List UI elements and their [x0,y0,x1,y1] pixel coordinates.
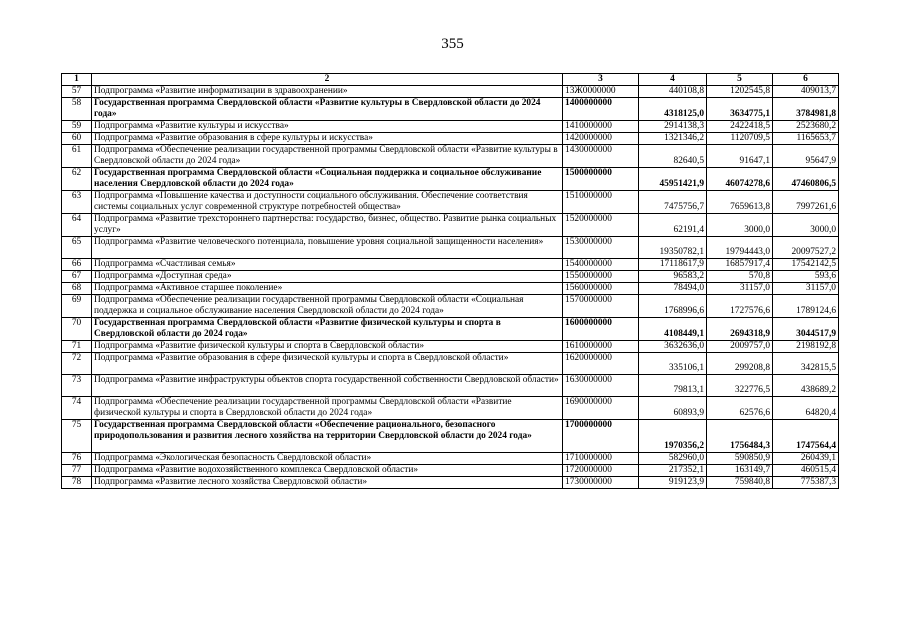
header-cell: 2 [92,74,563,86]
header-cell: 1 [62,74,92,86]
row-number: 63 [62,191,92,214]
row-name: Подпрограмма «Доступная среда» [92,271,563,283]
row-value-col4: 45951421,9 [639,168,707,191]
row-value-col6: 409013,7 [773,86,839,98]
header-cell: 6 [773,74,839,86]
row-value-col4: 919123,9 [639,477,707,489]
table-row [62,453,839,465]
row-code: 1550000000 [563,271,639,283]
row-value-col6: 64820,4 [773,397,839,420]
row-value-col4: 1321346,2 [639,133,707,145]
row-code: 13Ж0000000 [563,86,639,98]
row-value-col6: 438689,2 [773,375,839,397]
row-name: Подпрограмма «Развитие инфраструктуры объектов спорта государственной собственности Свердловской области» [92,375,563,397]
row-value-col5: 1202545,8 [707,86,773,98]
row-value-col4: 217352,1 [639,465,707,477]
row-value-col6: 1165653,7 [773,133,839,145]
row-value-col4: 96583,2 [639,271,707,283]
row-name: Подпрограмма «Развитие человеческого потенциала, повышение уровня социальной защищенности населения» [92,237,563,259]
row-value-col5: 570,8 [707,271,773,283]
row-value-col6: 775387,3 [773,477,839,489]
row-name: Государственная программа Свердловской области «Развитие физической культуры и спорта в Свердловской области до 2024 года» [92,318,563,341]
row-value-col5: 3634775,1 [707,98,773,121]
row-value-col5: 7659613,8 [707,191,773,214]
row-code: 1560000000 [563,283,639,295]
row-value-col6: 2523680,2 [773,121,839,133]
table-row [62,295,839,318]
row-name: Подпрограмма «Развитие трехстороннего партнерства: государство, бизнес, общество. Развитие рынка социальных услуг» [92,214,563,237]
table-row [62,86,839,98]
row-number: 76 [62,453,92,465]
row-value-col4: 440108,8 [639,86,707,98]
row-value-col4: 4318125,0 [639,98,707,121]
table-row [62,259,839,271]
row-value-col4: 82640,5 [639,145,707,168]
row-name: Государственная программа Свердловской области «Развитие культуры в Свердловской области до 2024 года» [92,98,563,121]
row-value-col6: 7997261,6 [773,191,839,214]
table-row [62,271,839,283]
row-value-col6: 342815,5 [773,353,839,375]
row-number: 60 [62,133,92,145]
row-value-col6: 1789124,6 [773,295,839,318]
row-name: Подпрограмма «Обеспечение реализации государственной программы Свердловской области «Развитие физической культуры и спорта в Свердловской области до 2024 года» [92,397,563,420]
row-value-col4: 7475756,7 [639,191,707,214]
row-number: 67 [62,271,92,283]
row-code: 1700000000 [563,420,639,453]
table-row [62,465,839,477]
table-row [62,121,839,133]
row-value-col4: 1970356,2 [639,420,707,453]
table-row [62,477,839,489]
row-name: Подпрограмма «Развитие информатизации в здравоохранении» [92,86,563,98]
row-number: 74 [62,397,92,420]
table-header-row [62,74,839,86]
row-name: Подпрограмма «Повышение качества и доступности социального обслуживания. Обеспечение соответствия системы социальных услуг современной структуре потребностей общества» [92,191,563,214]
row-code: 1690000000 [563,397,639,420]
row-number: 57 [62,86,92,98]
row-name: Подпрограмма «Развитие образования в сфере культуры и искусства» [92,133,563,145]
row-value-col6: 3044517,9 [773,318,839,341]
row-code: 1510000000 [563,191,639,214]
table-row [62,214,839,237]
row-value-col6: 1747564,4 [773,420,839,453]
row-name: Подпрограмма «Обеспечение реализации государственной программы Свердловской области «Социальная поддержка и социальное обслуживание населения Свердловской области до 2024 года» [92,295,563,318]
row-value-col5: 46074278,6 [707,168,773,191]
row-value-col5: 163149,7 [707,465,773,477]
row-value-col5: 19794443,0 [707,237,773,259]
row-number: 62 [62,168,92,191]
row-number: 77 [62,465,92,477]
row-name: Подпрограмма «Экологическая безопасность Свердловской области» [92,453,563,465]
table-row [62,318,839,341]
row-name: Подпрограмма «Счастливая семья» [92,259,563,271]
row-number: 65 [62,237,92,259]
table-row [62,341,839,353]
row-value-col6: 17542142,5 [773,259,839,271]
page-number: 355 [441,36,464,52]
row-code: 1730000000 [563,477,639,489]
row-code: 1420000000 [563,133,639,145]
row-name: Подпрограмма «Развитие физической культуры и спорта в Свердловской области» [92,341,563,353]
row-value-col4: 3632636,0 [639,341,707,353]
row-value-col5: 3000,0 [707,214,773,237]
header-cell: 4 [639,74,707,86]
header-cell: 5 [707,74,773,86]
table-row [62,283,839,295]
row-number: 71 [62,341,92,353]
row-value-col5: 16857917,4 [707,259,773,271]
row-value-col5: 1727576,6 [707,295,773,318]
row-value-col4: 79813,1 [639,375,707,397]
row-value-col5: 1756484,3 [707,420,773,453]
row-name: Подпрограмма «Развитие лесного хозяйства Свердловской области» [92,477,563,489]
row-code: 1410000000 [563,121,639,133]
row-code: 1630000000 [563,375,639,397]
row-value-col4: 4108449,1 [639,318,707,341]
row-value-col4: 62191,4 [639,214,707,237]
row-value-col6: 2198192,8 [773,341,839,353]
row-code: 1430000000 [563,145,639,168]
table-row [62,145,839,168]
row-code: 1530000000 [563,237,639,259]
row-value-col5: 299208,8 [707,353,773,375]
row-number: 69 [62,295,92,318]
row-number: 73 [62,375,92,397]
row-code: 1520000000 [563,214,639,237]
row-number: 58 [62,98,92,121]
row-value-col5: 91647,1 [707,145,773,168]
table-row [62,133,839,145]
table-row [62,191,839,214]
table-row [62,375,839,397]
row-value-col5: 2009757,0 [707,341,773,353]
row-value-col5: 322776,5 [707,375,773,397]
row-value-col6: 47460806,5 [773,168,839,191]
row-code: 1400000000 [563,98,639,121]
row-number: 72 [62,353,92,375]
row-value-col6: 95647,9 [773,145,839,168]
row-name: Подпрограмма «Обеспечение реализации государственной программы Свердловской области «Развитие культуры в Свердловской области до 2024 года» [92,145,563,168]
row-value-col6: 20097527,2 [773,237,839,259]
row-code: 1500000000 [563,168,639,191]
row-number: 59 [62,121,92,133]
row-number: 66 [62,259,92,271]
row-number: 78 [62,477,92,489]
row-value-col5: 2422418,5 [707,121,773,133]
row-value-col4: 1768996,6 [639,295,707,318]
row-value-col4: 17118617,9 [639,259,707,271]
row-code: 1610000000 [563,341,639,353]
row-name: Подпрограмма «Развитие образования в сфере физической культуры и спорта в Свердловской области» [92,353,563,375]
row-number: 64 [62,214,92,237]
row-name: Государственная программа Свердловской области «Социальная поддержка и социальное обслуживание населения Свердловской области до 2024 года» [92,168,563,191]
table-row [62,353,839,375]
budget-table [61,73,839,489]
row-number: 75 [62,420,92,453]
table-row [62,168,839,191]
row-value-col4: 2914138,3 [639,121,707,133]
row-code: 1540000000 [563,259,639,271]
row-value-col5: 1120709,5 [707,133,773,145]
row-value-col4: 582960,0 [639,453,707,465]
row-number: 68 [62,283,92,295]
row-value-col4: 19350782,1 [639,237,707,259]
row-code: 1720000000 [563,465,639,477]
row-number: 61 [62,145,92,168]
row-value-col5: 31157,0 [707,283,773,295]
row-value-col4: 60893,9 [639,397,707,420]
row-value-col6: 593,6 [773,271,839,283]
table-row [62,237,839,259]
row-value-col5: 590850,9 [707,453,773,465]
row-name: Государственная программа Свердловской области «Обеспечение рационального, безопасного природопользования и развития лесного хозяйства на территории Свердловской области до 2024 года» [92,420,563,453]
row-value-col4: 335106,1 [639,353,707,375]
row-value-col6: 31157,0 [773,283,839,295]
table-row [62,397,839,420]
row-code: 1710000000 [563,453,639,465]
row-value-col5: 62576,6 [707,397,773,420]
row-value-col4: 78494,0 [639,283,707,295]
row-value-col6: 460515,4 [773,465,839,477]
row-name: Подпрограмма «Развитие водохозяйственного комплекса Свердловской области» [92,465,563,477]
row-name: Подпрограмма «Активное старшее поколение» [92,283,563,295]
row-value-col6: 3784981,8 [773,98,839,121]
header-cell: 3 [563,74,639,86]
table-row [62,98,839,121]
row-value-col6: 3000,0 [773,214,839,237]
row-code: 1570000000 [563,295,639,318]
row-value-col6: 260439,1 [773,453,839,465]
row-code: 1600000000 [563,318,639,341]
row-value-col5: 2694318,9 [707,318,773,341]
row-number: 70 [62,318,92,341]
row-value-col5: 759840,8 [707,477,773,489]
row-code: 1620000000 [563,353,639,375]
row-name: Подпрограмма «Развитие культуры и искусства» [92,121,563,133]
table-row [62,420,839,453]
